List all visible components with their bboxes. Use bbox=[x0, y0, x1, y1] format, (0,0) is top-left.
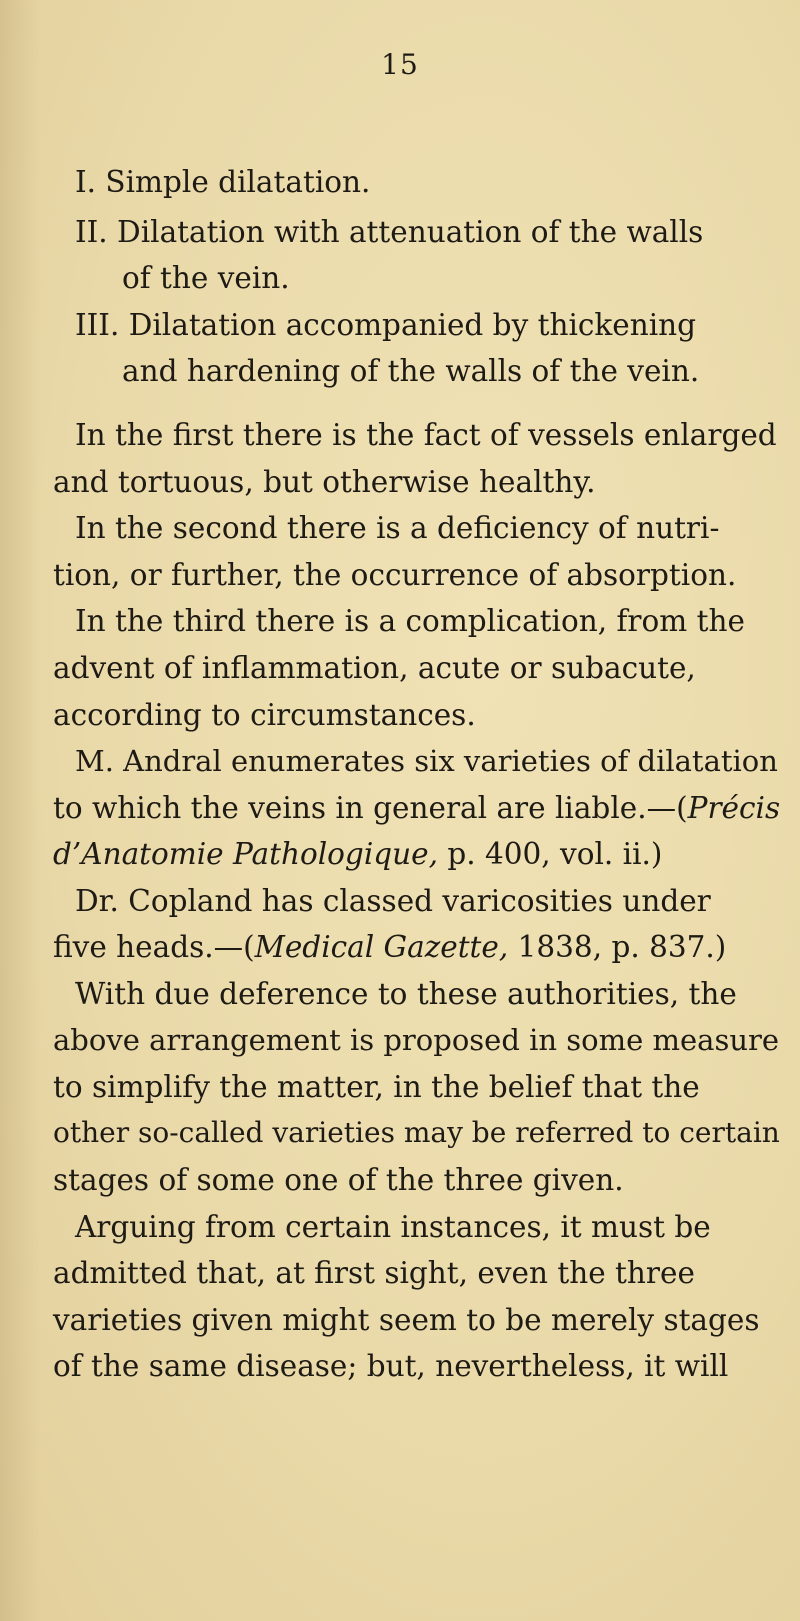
text-line: With due deference to these authorities, the bbox=[75, 977, 737, 1011]
text-line: according to circumstances. bbox=[53, 698, 476, 732]
citation-title: d’Anatomie Pathologique, bbox=[53, 837, 438, 871]
list-item-3-continuation: and hardening of the walls of the vein. bbox=[122, 354, 700, 388]
list-item-2-continuation: of the vein. bbox=[122, 261, 290, 295]
text-line: Dr. Copland has classed varicosities under bbox=[75, 884, 711, 918]
page-edge-shadow bbox=[0, 0, 40, 1621]
text-line: advent of inflammation, acute or subacute, bbox=[53, 651, 696, 685]
text-span: 1838, p. 837.) bbox=[508, 930, 727, 964]
text-line: above arrangement is proposed in some measure bbox=[53, 1023, 780, 1057]
text-line: In the first there is the fact of vessels enlarged bbox=[75, 418, 777, 452]
text-span: to which the veins in general are liable.—( bbox=[53, 791, 688, 825]
text-line-with-citation bbox=[53, 927, 726, 967]
text-line: tion, or further, the occurrence of absorption. bbox=[53, 558, 737, 592]
citation-title: Précis bbox=[687, 791, 781, 825]
text-line: of the same disease; but, nevertheless, it will bbox=[53, 1349, 729, 1383]
text-line: stages of some one of the three given. bbox=[53, 1163, 624, 1197]
text-line: M. Andral enumerates six varieties of dilatation bbox=[75, 744, 778, 778]
text-line: Arguing from certain instances, it must be bbox=[75, 1210, 711, 1244]
text-span: p. 400, vol. ii.) bbox=[437, 837, 663, 871]
text-line-with-citation bbox=[53, 834, 662, 874]
list-item-3: III. Dilatation accompanied by thickening bbox=[75, 308, 697, 342]
text-span: five heads.—( bbox=[53, 930, 255, 964]
text-line: varieties given might seem to be merely stages bbox=[53, 1303, 760, 1337]
text-line: admitted that, at first sight, even the three bbox=[53, 1256, 695, 1290]
text-line: In the second there is a deficiency of nutri- bbox=[75, 511, 720, 545]
text-line: and tortuous, but otherwise healthy. bbox=[53, 465, 596, 499]
citation-title: Medical Gazette, bbox=[254, 930, 509, 964]
text-line: to simplify the matter, in the belief that the bbox=[53, 1070, 700, 1104]
text-line: other so-called varieties may be referred to certain bbox=[53, 1116, 780, 1149]
list-item-1: I. Simple dilatation. bbox=[75, 165, 371, 199]
text-line: In the third there is a complication, from the bbox=[75, 604, 745, 638]
text-line-with-citation bbox=[53, 788, 780, 828]
list-item-2: II. Dilatation with attenuation of the walls bbox=[75, 215, 704, 249]
page-number: 15 bbox=[381, 48, 419, 81]
